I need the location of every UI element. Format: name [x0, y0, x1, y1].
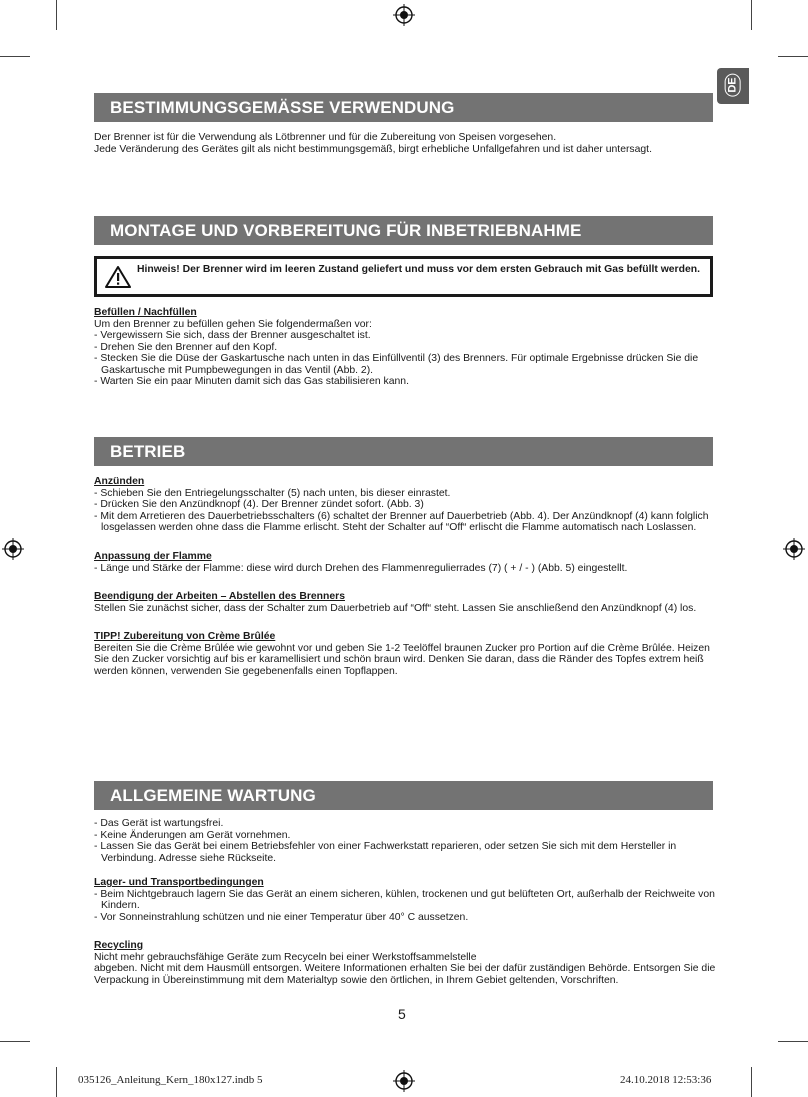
section-header-verwendung: BESTIMMUNGSGEMÄSSE VERWENDUNG [94, 93, 713, 122]
registration-mark-icon [393, 4, 415, 26]
list-item: - Drücken Sie den Anzündknopf (4). Der Brenner zündet sofort. (Abb. 3) [94, 499, 716, 511]
crop-mark [0, 56, 30, 57]
page-number: 5 [398, 1006, 406, 1022]
warning-icon [105, 265, 131, 289]
wartung-list [94, 818, 716, 864]
subheading-lager: Lager- und Transportbedingungen [94, 877, 264, 888]
recycling-line: abgeben. Nicht mit dem Hausmüll entsorgen. Weitere Informationen erhalten Sie bei der dafür zuständigen Behörde. Entsorgen Sie die Verpackung in Übereinstimmung mit dem Materialtyp sowie den örtlichen, in Ihrem Gebiet geltenden, Vorschriften. [94, 963, 716, 986]
list-item: - Keine Änderungen am Gerät vornehmen. [94, 830, 716, 842]
crop-mark [56, 1067, 57, 1097]
list-item: - Schieben Sie den Entriegelungsschalter (5) nach unten, bis dieser einrastet. [94, 488, 716, 500]
list-item: - Stecken Sie die Düse der Gaskartusche nach unten in das Einfüllventil (3) des Brenners. Für optimale Ergebnisse drücken Sie die Gaskartusche mit Pumpbewegungen in das Ventil (Abb. 2). [94, 353, 716, 376]
list-item: - Länge und Stärke der Flamme: diese wird durch Drehen des Flammenregulierrades (7) ( + / - ) (Abb. 5) eingestellt. [94, 563, 716, 575]
tipp-block [94, 631, 716, 677]
lager-block [94, 877, 716, 923]
list-item: - Lassen Sie das Gerät bei einem Betriebsfehler von einer Fachwerkstatt reparieren, oder setzen Sie sich mit dem Hersteller in Verbindung. Adresse siehe Rückseite. [94, 841, 716, 864]
subheading-recycling: Recycling [94, 940, 144, 951]
crop-mark [0, 1041, 30, 1042]
language-tab-label: DE [725, 73, 741, 96]
slug-file: 035126_Anleitung_Kern_180x127.indb 5 [78, 1074, 263, 1086]
paragraph-line: Der Brenner ist für die Verwendung als Lötbrenner und für die Zubereitung von Speisen vorgesehen. [94, 132, 557, 143]
list-item: - Beim Nichtgebrauch lagern Sie das Gerät an einem sicheren, kühlen, trockenen und gut belüfteten Ort, außerhalb der Reichweite von Kindern. [94, 889, 716, 912]
crop-mark [751, 1067, 752, 1097]
anzuenden-list [94, 488, 716, 534]
subheading-beendigung: Beendigung der Arbeiten – Abstellen des Brenners [94, 591, 345, 602]
recycling-line: Nicht mehr gebrauchsfähige Geräte zum Recyceln bei einer Werkstoffsammelstelle [94, 951, 477, 963]
list-item: - Das Gerät ist wartungsfrei. [94, 818, 716, 830]
crop-mark [751, 0, 752, 30]
lager-list [94, 889, 716, 924]
list-item: - Mit dem Arretieren des Dauerbetriebsschalters (6) schaltet der Brenner auf Dauerbetrieb (Abb. 4). Der Anzündknopf (4) kann folglich losgelassen werden ohne dass die Flamme erlischt. Steht der Schalter auf “Off“ erlischt die Flamme automatisch nach Loslassen. [94, 511, 716, 534]
verwendung-text [94, 132, 716, 155]
registration-mark-icon [2, 538, 24, 560]
list-item: - Vergewissern Sie sich, dass der Brenner ausgeschaltet ist. [94, 330, 716, 342]
language-tab [717, 68, 749, 104]
tipp-text: Bereiten Sie die Crème Brûlée wie gewohnt vor und geben Sie 1-2 Teelöffel braunen Zucker pro Portion auf die Crème Brûlée. Heizen Sie den Zucker vorsichtig auf bis er karamellisiert und schön braun wird. Denken Sie daran, dass die Ränder des Topfes extrem heiß werden können, verwenden Sie gegebenenfalls einen Topflappen. [94, 642, 710, 677]
crop-mark [778, 1041, 808, 1042]
befuellen-block [94, 307, 716, 388]
beendigung-block [94, 591, 716, 614]
warning-box [94, 256, 713, 297]
paragraph-line: Jede Veränderung des Gerätes gilt als nicht bestimmungsgemäß, birgt erhebliche Unfallgefahren und ist daher untersagt. [94, 143, 652, 155]
befuellen-intro: Um den Brenner zu befüllen gehen Sie folgendermaßen vor: [94, 318, 372, 330]
crop-mark [56, 0, 57, 30]
list-item: - Vor Sonneinstrahlung schützen und nie einer Temperatur über 40° C aussetzen. [94, 912, 716, 924]
list-item: - Drehen Sie den Brenner auf den Kopf. [94, 342, 716, 354]
subheading-anzuenden: Anzünden [94, 476, 145, 487]
recycling-block [94, 940, 716, 986]
section-header-betrieb: BETRIEB [94, 437, 713, 466]
section-header-montage: MONTAGE UND VORBEREITUNG FÜR INBETRIEBNAHME [94, 216, 713, 245]
slug-date: 24.10.2018 12:53:36 [620, 1074, 712, 1086]
flamme-list [94, 563, 716, 575]
subheading-flamme: Anpassung der Flamme [94, 551, 212, 562]
crop-mark [778, 56, 808, 57]
list-item: - Warten Sie ein paar Minuten damit sich das Gas stabilisieren kann. [94, 376, 716, 388]
anzuenden-block [94, 476, 716, 534]
befuellen-list [94, 330, 716, 388]
subheading-befuellen: Befüllen / Nachfüllen [94, 307, 197, 318]
flamme-block [94, 551, 716, 574]
wartung-block [94, 818, 716, 864]
warning-text: Hinweis! Der Brenner wird im leeren Zustand geliefert und muss vor dem ersten Gebrauch mit Gas befüllt werden. [137, 264, 700, 275]
registration-mark-icon [783, 538, 805, 560]
subheading-tipp: TIPP! Zubereitung von Crème Brûlée [94, 631, 276, 642]
registration-mark-icon [393, 1070, 415, 1092]
beendigung-text: Stellen Sie zunächst sicher, dass der Schalter zum Dauerbetrieb auf “Off“ steht. Lassen Sie anschließend den Anzündknopf (4) los. [94, 602, 697, 614]
section-header-wartung: ALLGEMEINE WARTUNG [94, 781, 713, 810]
